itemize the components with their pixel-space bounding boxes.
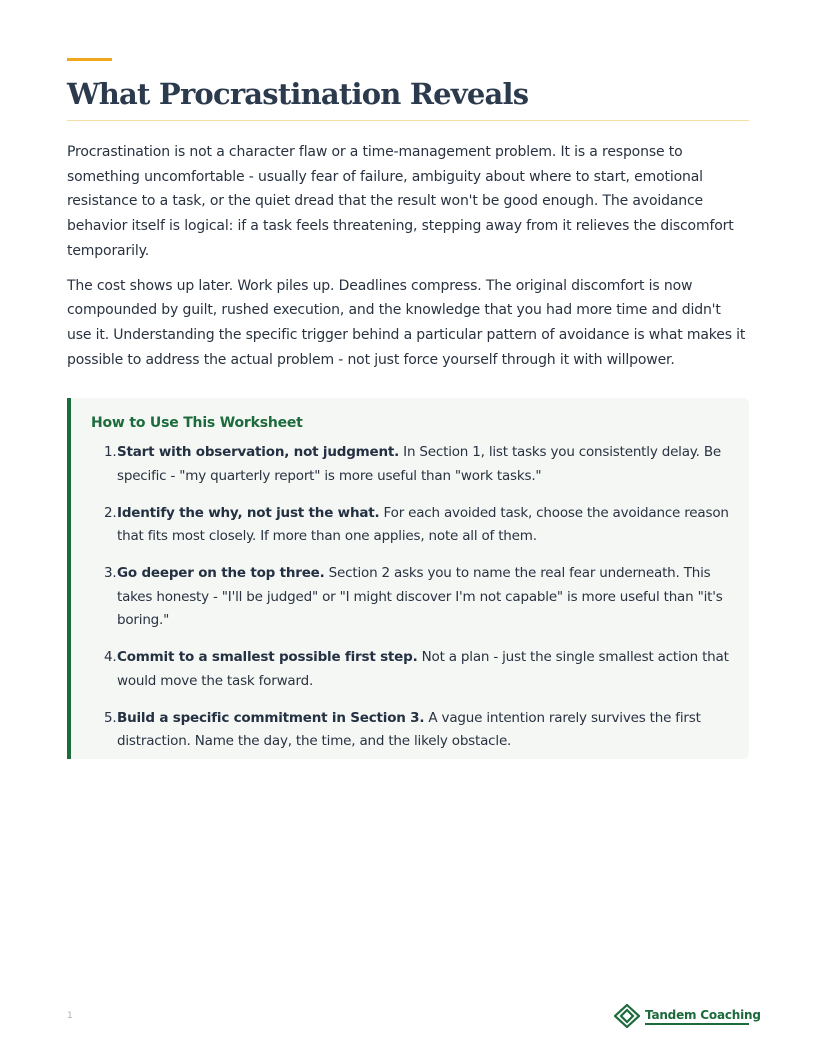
- step-number: 4.: [104, 649, 117, 666]
- brand-name: Tandem Coaching: [645, 1008, 761, 1022]
- step-number: 3.: [104, 565, 117, 582]
- step-text: Not a plan - just the single smallest action that would move the task forward.: [117, 649, 729, 689]
- step-lead: Go deeper on the top three.: [117, 565, 325, 582]
- step-text: Section 2 asks you to name the real fear underneath. This takes honesty - "I'll be judged" or "I might discover I'm not capable" is more useful than "it's boring.": [117, 565, 723, 629]
- title-divider: [67, 120, 749, 121]
- tandem-diamond-logo-icon: [614, 1004, 640, 1028]
- brand-underline: [645, 1023, 749, 1025]
- page-title: What Procrastination Reveals: [67, 77, 529, 111]
- intro-paragraph: The cost shows up later. Work piles up. Deadlines compress. The original discomfort is now compounded by guilt, rushed execution, and the knowledge that you had more time and didn't use it. Understanding the specific trigger behind a particular pattern of avoidance is what makes it possible to address the actual problem - not just force yourself through it with willpower.: [67, 277, 746, 368]
- step-lead: Commit to a smallest possible first step.: [117, 649, 418, 666]
- instruction-step: [104, 502, 742, 549]
- instruction-step: [104, 646, 742, 693]
- title-accent-rule: [67, 58, 112, 61]
- step-text: For each avoided task, choose the avoidance reason that fits most closely. If more than one applies, note all of them.: [117, 504, 729, 545]
- instruction-step: [104, 707, 742, 754]
- worksheet-instructions-callout: [67, 398, 749, 759]
- intro-paragraph: Procrastination is not a character flaw or a time-management problem. It is a response to something uncomfortable - usually fear of failure, ambiguity about where to start, emotional resistance to a task, or the quiet dread that the result won't be good enough. The avoidance behavior itself is logical: if a task feels threatening, stepping away from it relieves the discomfort temporarily.: [67, 144, 734, 259]
- step-number: 2.: [104, 504, 117, 521]
- brand-logo: [614, 1004, 761, 1028]
- step-lead: Build a specific commitment in Section 3.: [117, 709, 425, 726]
- intro-section: [67, 140, 749, 382]
- step-text: In Section 1, list tasks you consistently delay. Be specific - "my quarterly report" is more useful than "work tasks.": [117, 444, 722, 484]
- page-number: 1: [67, 1011, 73, 1021]
- step-lead: Start with observation, not judgment.: [117, 444, 400, 460]
- step-number: 5.: [104, 709, 117, 726]
- step-number: 1.: [104, 444, 117, 460]
- instruction-step: [104, 562, 742, 633]
- step-text: A vague intention rarely survives the first distraction. Name the day, the time, and the likely obstacle.: [117, 709, 701, 750]
- instruction-step: [104, 441, 742, 488]
- step-lead: Identify the why, not just the what.: [117, 504, 380, 521]
- callout-title: How to Use This Worksheet: [91, 415, 303, 431]
- instruction-steps: [104, 441, 742, 767]
